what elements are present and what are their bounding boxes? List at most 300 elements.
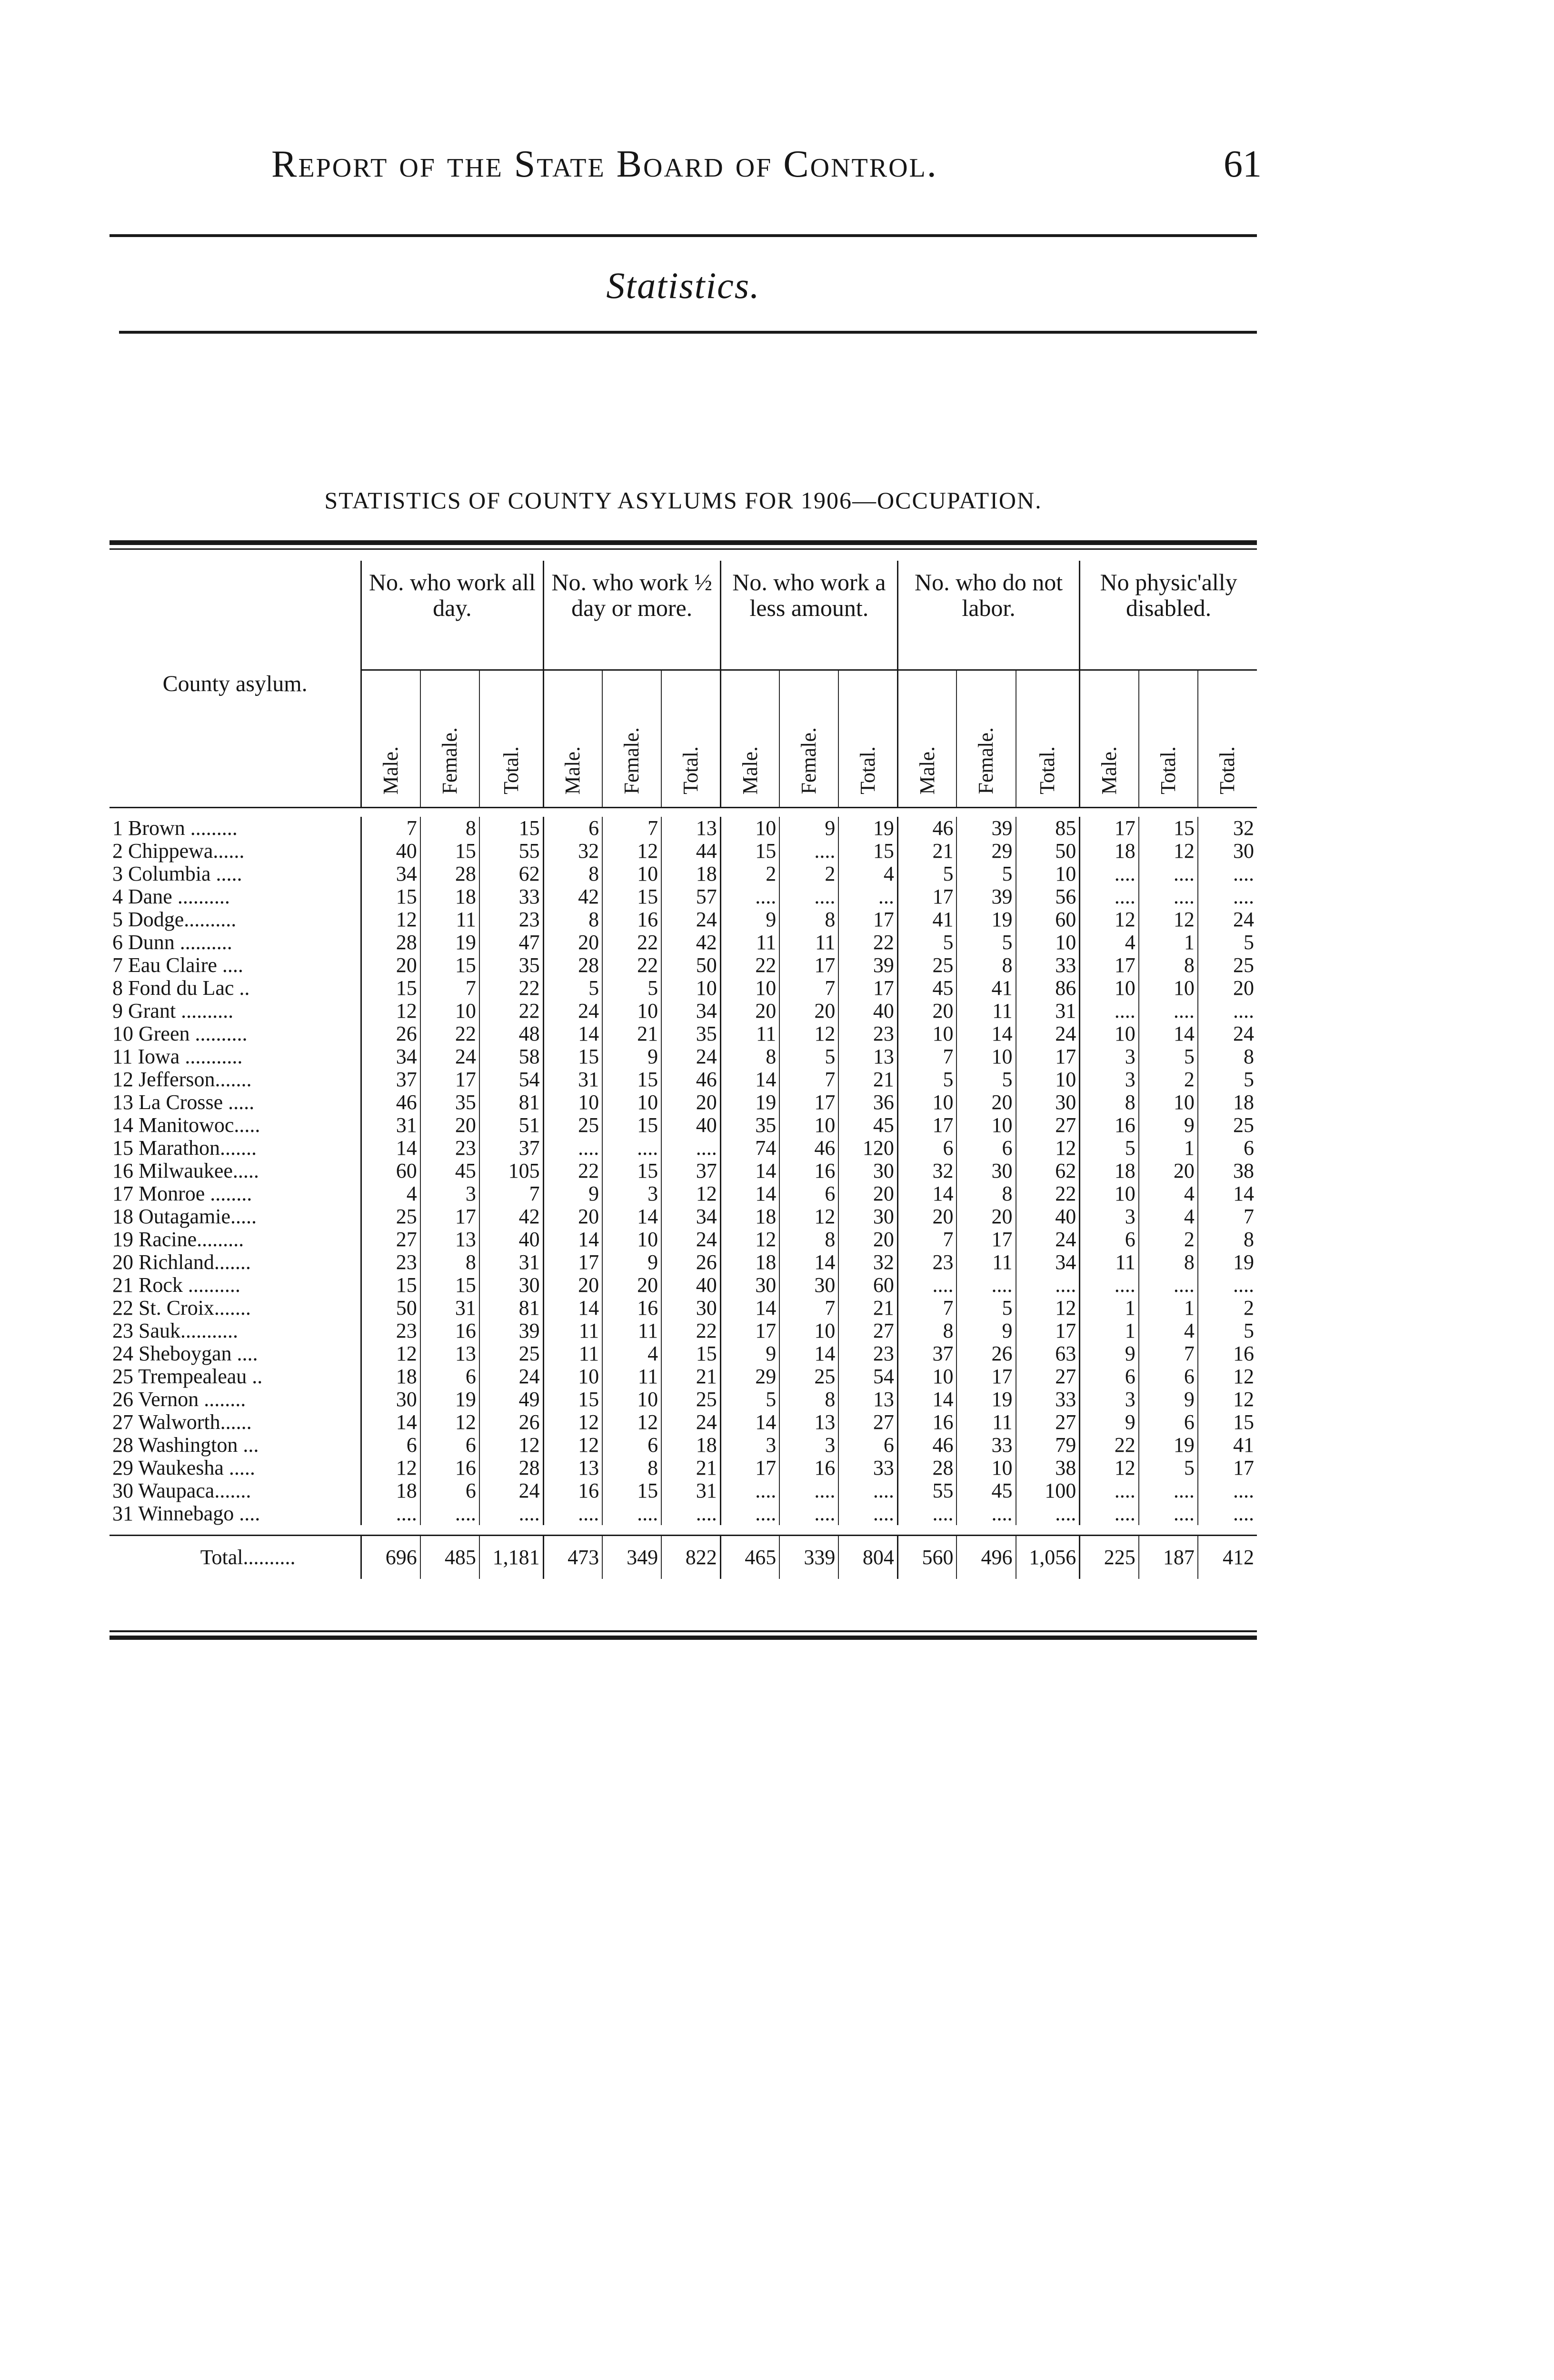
table-cell: 16	[602, 908, 661, 931]
table-cell: 5	[1244, 1319, 1254, 1342]
table-cell: ....	[479, 1502, 543, 1525]
table-cell: 19	[420, 931, 479, 954]
total-value: 822	[661, 1536, 720, 1579]
table-cell: 55	[897, 1479, 956, 1502]
table-cell: 9	[602, 1251, 661, 1274]
table-cell: 9	[720, 1342, 779, 1365]
table-cell: 7	[1244, 1205, 1254, 1228]
table-cell: ....	[661, 1502, 720, 1525]
table-cell: 7	[420, 977, 479, 1000]
table-cell: 11	[420, 908, 479, 931]
table-cell: 15	[602, 1114, 661, 1137]
table-cell: 14	[543, 1297, 602, 1319]
table-cell: 22	[602, 954, 661, 977]
table-cell: 7	[479, 1182, 543, 1205]
table-cell: 24	[479, 1479, 543, 1502]
table-cell: 40	[479, 1228, 543, 1251]
table-cell: 11	[956, 1411, 1016, 1434]
table-cell: 12	[1080, 908, 1139, 931]
table-cell: 35	[479, 954, 543, 977]
table-cell: 17	[1016, 1045, 1080, 1068]
table-cell: 23	[479, 908, 543, 931]
table-cell: 56	[1016, 885, 1080, 908]
county-name: 27 Walworth......	[110, 1411, 361, 1434]
table-cell: 9	[1080, 1411, 1139, 1434]
table-cell: 10	[897, 1365, 956, 1388]
table-cell: 28	[420, 863, 479, 885]
table-cell: 34	[661, 1205, 720, 1228]
table-cell: ....	[956, 1502, 1016, 1525]
table-top-rule	[110, 540, 1257, 545]
table-cell: 11	[543, 1319, 602, 1342]
county-name: 23 Sauk...........	[110, 1319, 361, 1342]
table-cell: 27	[1016, 1365, 1080, 1388]
table-cell: 14	[1233, 1182, 1254, 1205]
table-cell: 11	[720, 1022, 779, 1045]
table-cell: 39	[479, 1319, 543, 1342]
table-cell: 35	[420, 1091, 479, 1114]
table-cell: 21	[838, 1068, 897, 1091]
county-name: 12 Jefferson.......	[110, 1068, 361, 1091]
total-value: 349	[602, 1536, 661, 1579]
section-title: Statistics.	[606, 265, 760, 306]
table-cell: 6	[602, 1434, 661, 1457]
table-cell: 11	[956, 1251, 1016, 1274]
table-cell: 40	[661, 1114, 720, 1137]
table-cell: ....	[1080, 1479, 1139, 1502]
table-cell: 19	[838, 817, 897, 840]
table-cell: 20	[543, 1274, 602, 1297]
table-cell: 85	[1016, 817, 1080, 840]
table-cell: 12	[1233, 1365, 1254, 1388]
table-cell: 21	[602, 1022, 661, 1045]
table-cell: 20	[838, 1182, 897, 1205]
table-cell: 25	[1233, 1114, 1254, 1137]
table-cell: 15	[479, 817, 543, 840]
table-cell: 74	[720, 1137, 779, 1160]
table-cell: 18	[661, 1434, 720, 1457]
county-column-header: County asylum.	[110, 561, 361, 808]
table-cell: 22	[661, 1319, 720, 1342]
table-cell: 33	[479, 885, 543, 908]
table-cell: 10	[1139, 977, 1198, 1000]
table-cell: 41	[956, 977, 1016, 1000]
table-cell: 45	[897, 977, 956, 1000]
table-cell: 45	[420, 1160, 479, 1182]
table-cell: ....	[420, 1502, 479, 1525]
table-cell: 12	[1080, 1457, 1139, 1479]
table-cell: 14	[720, 1068, 779, 1091]
table-cell: 15	[1233, 1411, 1254, 1434]
table-cell: 19	[1139, 1434, 1198, 1457]
table-cell: 13	[838, 1388, 897, 1411]
table-cell: 4	[1139, 1182, 1198, 1205]
table-cell: 58	[479, 1045, 543, 1068]
table-cell: 22	[420, 1022, 479, 1045]
table-cell: 14	[602, 1205, 661, 1228]
table-cell: 17	[1080, 954, 1139, 977]
table-cell: 5	[956, 1297, 1016, 1319]
table-cell: 46	[897, 1434, 956, 1457]
sub-header: Male.	[720, 670, 779, 808]
table-cell: ....	[602, 1137, 661, 1160]
table-cell: 86	[1016, 977, 1080, 1000]
table-row	[110, 1160, 1257, 1182]
table-cell: 20	[897, 1205, 956, 1228]
table-cell: 21	[661, 1457, 720, 1479]
table-cell: 9	[779, 817, 838, 840]
table-cell: 20	[897, 1000, 956, 1022]
table-cell: 10	[779, 1114, 838, 1137]
table-cell: 10	[956, 1457, 1016, 1479]
table-cell: 27	[1016, 1411, 1080, 1434]
table-cell: 7	[779, 1068, 838, 1091]
table-cell: 12	[1139, 908, 1198, 931]
total-value: 412	[1198, 1536, 1257, 1579]
table-cell: 42	[543, 885, 602, 908]
table-cell: 8	[779, 1228, 838, 1251]
table-cell: 7	[897, 1297, 956, 1319]
table-cell: 38	[1233, 1160, 1254, 1182]
table-cell: ....	[543, 1502, 602, 1525]
table-row	[110, 1251, 1257, 1274]
table-cell: 10	[956, 1114, 1016, 1137]
table-row	[110, 1502, 1257, 1525]
table-cell: 7	[361, 817, 420, 840]
table-cell: 33	[1016, 954, 1080, 977]
sub-header: Male.	[543, 670, 602, 808]
table-cell: 6	[1244, 1137, 1254, 1160]
table-cell: 24	[420, 1045, 479, 1068]
table-cell: 7	[897, 1228, 956, 1251]
table-cell: 10	[779, 1319, 838, 1342]
table-cell: 6	[361, 1434, 420, 1457]
table-cell: ...	[838, 885, 897, 908]
table-cell: 16	[779, 1160, 838, 1182]
table-row	[110, 1045, 1257, 1068]
table-cell: 25	[661, 1388, 720, 1411]
table-cell: 3	[720, 1434, 779, 1457]
table-row	[110, 1297, 1257, 1319]
table-cell: 16	[420, 1457, 479, 1479]
table-cell: 17	[956, 1365, 1016, 1388]
table-cell: 20	[661, 1091, 720, 1114]
table-body	[110, 808, 1257, 1579]
table-cell: 8	[1139, 1251, 1198, 1274]
table-cell: 6	[420, 1365, 479, 1388]
county-name: 4 Dane ..........	[110, 885, 361, 908]
table-cell: 79	[1016, 1434, 1080, 1457]
table-cell: 15	[602, 1160, 661, 1182]
county-name: 3 Columbia .....	[110, 863, 361, 885]
table-cell: ....	[779, 885, 838, 908]
table-cell: 1	[1139, 1137, 1198, 1160]
total-value: 804	[838, 1536, 897, 1579]
table-cell: 14	[897, 1388, 956, 1411]
table-cell: 50	[661, 954, 720, 977]
table-cell: 20	[543, 1205, 602, 1228]
county-name: 9 Grant ..........	[110, 1000, 361, 1022]
table-cell: 34	[661, 1000, 720, 1022]
table-cell: ....	[1080, 1274, 1139, 1297]
table-cell: 20	[361, 954, 420, 977]
table-cell: 3	[1080, 1068, 1139, 1091]
table-cell: 24	[1016, 1022, 1080, 1045]
table-cell: 13	[420, 1342, 479, 1365]
table-cell: 12	[1016, 1137, 1080, 1160]
table-cell: 2	[1139, 1228, 1198, 1251]
table-cell: 25	[779, 1365, 838, 1388]
table-cell: 8	[779, 908, 838, 931]
total-value: 225	[1080, 1536, 1139, 1579]
sub-header: Total.	[661, 670, 720, 808]
county-name: 16 Milwaukee.....	[110, 1160, 361, 1182]
table-cell: 35	[661, 1022, 720, 1045]
table-row	[110, 908, 1257, 931]
table-cell: 25	[1233, 954, 1254, 977]
sub-header: Male.	[897, 670, 956, 808]
table-row	[110, 1479, 1257, 1502]
table-cell: 39	[956, 817, 1016, 840]
table-row	[110, 1114, 1257, 1137]
table-top-rule-thin	[110, 548, 1257, 550]
table-cell: 10	[602, 1228, 661, 1251]
table-cell: 17	[897, 885, 956, 908]
table-cell: 9	[720, 908, 779, 931]
table-cell: 6	[956, 1137, 1016, 1160]
table-cell: 4	[838, 863, 897, 885]
table-row	[110, 840, 1257, 863]
table-cell: 16	[897, 1411, 956, 1434]
table-cell: 15	[420, 1274, 479, 1297]
table-cell: 10	[602, 1388, 661, 1411]
table-cell: 81	[479, 1297, 543, 1319]
table-cell: 8	[1080, 1091, 1139, 1114]
table-cell: 21	[838, 1297, 897, 1319]
table-cell: 16	[1233, 1342, 1254, 1365]
table-cell: 6	[1080, 1365, 1139, 1388]
table-cell: 6	[779, 1182, 838, 1205]
table-cell: 13	[838, 1045, 897, 1068]
table-cell: ....	[361, 1502, 420, 1525]
sub-header: Total.	[1198, 670, 1257, 808]
page-number: 61	[1224, 143, 1262, 185]
table-cell: 9	[1139, 1114, 1198, 1137]
table-cell: ....	[1233, 885, 1254, 908]
table-cell: 38	[1016, 1457, 1080, 1479]
group-header-physically-disabled: No physic'ally disabled.	[1080, 561, 1257, 670]
table-cell: 12	[1233, 1388, 1254, 1411]
table-cell: 19	[956, 1388, 1016, 1411]
table-cell: 23	[361, 1251, 420, 1274]
table-cell: 8	[420, 817, 479, 840]
table-cell: 20	[1139, 1160, 1198, 1182]
table-cell: 22	[479, 977, 543, 1000]
table-cell: 17	[720, 1457, 779, 1479]
table-cell: 34	[361, 1045, 420, 1068]
table-cell: 4	[1080, 931, 1139, 954]
table-cell: ....	[720, 1479, 779, 1502]
table-row	[110, 1274, 1257, 1297]
table-cell: 12	[720, 1228, 779, 1251]
county-name: 13 La Crosse .....	[110, 1091, 361, 1114]
table-cell: 2	[779, 863, 838, 885]
table-cell: 4	[361, 1182, 420, 1205]
table-row	[110, 863, 1257, 885]
table-cell: 6	[420, 1479, 479, 1502]
table-cell: 12	[602, 1411, 661, 1434]
table-cell: 21	[897, 840, 956, 863]
total-value: 473	[543, 1536, 602, 1579]
table-cell: ....	[1080, 885, 1139, 908]
table-cell: 12	[1139, 840, 1198, 863]
table-cell: 100	[1016, 1479, 1080, 1502]
table-cell: 24	[661, 1045, 720, 1068]
table-cell: 31	[420, 1297, 479, 1319]
table-cell: 29	[956, 840, 1016, 863]
table-cell: 20	[1233, 977, 1254, 1000]
table-cell: 6	[1139, 1411, 1198, 1434]
table-cell: 8	[602, 1457, 661, 1479]
table-row	[110, 1091, 1257, 1114]
table-cell: 18	[1080, 1160, 1139, 1182]
table-row	[110, 817, 1257, 840]
table-cell: ....	[897, 1274, 956, 1297]
table-cell: 9	[1080, 1342, 1139, 1365]
table-cell: 5	[897, 1068, 956, 1091]
table-cell: 2	[1244, 1297, 1254, 1319]
table-cell: 60	[1016, 908, 1080, 931]
table-row	[110, 931, 1257, 954]
table-cell: 5	[897, 863, 956, 885]
table-cell: 60	[361, 1160, 420, 1182]
table-cell: 12	[361, 1000, 420, 1022]
table-row	[110, 1388, 1257, 1411]
sub-header: Female.	[602, 670, 661, 808]
table-cell: 55	[479, 840, 543, 863]
table-cell: 15	[602, 1479, 661, 1502]
table-cell: 7	[897, 1045, 956, 1068]
table-row	[110, 1434, 1257, 1457]
table-cell: 33	[956, 1434, 1016, 1457]
county-name: 8 Fond du Lac ..	[110, 977, 361, 1000]
table-cell: 17	[543, 1251, 602, 1274]
table-cell: 6	[420, 1434, 479, 1457]
table-cell: 23	[420, 1137, 479, 1160]
sub-header: Female.	[779, 670, 838, 808]
table-cell: 120	[838, 1137, 897, 1160]
table-cell: 12	[361, 1457, 420, 1479]
table-cell: 45	[838, 1114, 897, 1137]
table-cell: 12	[479, 1434, 543, 1457]
county-name: 31 Winnebago ....	[110, 1502, 361, 1525]
county-name: 20 Richland.......	[110, 1251, 361, 1274]
table-cell: 12	[420, 1411, 479, 1434]
county-name: 22 St. Croix.......	[110, 1297, 361, 1319]
table-cell: 1	[1080, 1297, 1139, 1319]
table-cell: ....	[838, 1502, 897, 1525]
table-cell: 30	[838, 1160, 897, 1182]
table-cell: 5	[1244, 931, 1254, 954]
table-cell: 10	[543, 1091, 602, 1114]
table-cell: 30	[479, 1274, 543, 1297]
total-value: 696	[361, 1536, 420, 1579]
table-cell: 28	[361, 931, 420, 954]
table-cell: 14	[779, 1251, 838, 1274]
table-cell: ....	[1080, 1000, 1139, 1022]
county-name: 28 Washington ...	[110, 1434, 361, 1457]
section-rule	[119, 331, 1257, 334]
table-cell: 40	[661, 1274, 720, 1297]
table-cell: 5	[1244, 1068, 1254, 1091]
table-cell: 24	[661, 908, 720, 931]
table-cell: 18	[361, 1479, 420, 1502]
table-cell: 20	[420, 1114, 479, 1137]
county-name: 18 Outagamie.....	[110, 1205, 361, 1228]
table-cell: ....	[720, 1502, 779, 1525]
table-cell: 17	[420, 1205, 479, 1228]
table-cell: 2	[1139, 1068, 1198, 1091]
table-row	[110, 1182, 1257, 1205]
table-cell: 17	[720, 1319, 779, 1342]
table-cell: 12	[602, 840, 661, 863]
table-cell: 34	[1016, 1251, 1080, 1274]
table-cell: 8	[956, 954, 1016, 977]
table-cell: ....	[1233, 1502, 1254, 1525]
table-cell: 14	[361, 1137, 420, 1160]
table-cell: 6	[543, 817, 602, 840]
table-cell: 42	[479, 1205, 543, 1228]
table-cell: 14	[720, 1182, 779, 1205]
table-cell: 10	[661, 977, 720, 1000]
table-cell: 33	[1016, 1388, 1080, 1411]
table-row	[110, 1365, 1257, 1388]
table-cell: ....	[1080, 863, 1139, 885]
table-cell: 12	[779, 1205, 838, 1228]
table-row	[110, 1205, 1257, 1228]
table-cell: 3	[602, 1182, 661, 1205]
group-header-work-half-day: No. who work ½ day or more.	[543, 561, 720, 670]
table-cell: ....	[838, 1479, 897, 1502]
total-value: 1,181	[479, 1536, 543, 1579]
table-cell: 12	[1016, 1297, 1080, 1319]
table-cell: 54	[838, 1365, 897, 1388]
table-cell: 8	[1139, 954, 1198, 977]
table-cell: ....	[543, 1137, 602, 1160]
table-cell: 30	[1016, 1091, 1080, 1114]
table-row	[110, 1022, 1257, 1045]
table-cell: 3	[1080, 1388, 1139, 1411]
sub-header: Total.	[838, 670, 897, 808]
table-cell: 11	[1080, 1251, 1139, 1274]
table-cell: 8	[1244, 1228, 1254, 1251]
table-cell: 47	[479, 931, 543, 954]
table-cell: 15	[361, 977, 420, 1000]
table-cell: 17	[956, 1228, 1016, 1251]
table-cell: 50	[361, 1297, 420, 1319]
table-cell: 40	[361, 840, 420, 863]
sub-header: Total.	[1016, 670, 1080, 808]
table-cell: 30	[361, 1388, 420, 1411]
table-cell: 24	[1233, 1022, 1254, 1045]
table-cell: 45	[956, 1479, 1016, 1502]
table-cell: 63	[1016, 1342, 1080, 1365]
table-cell: 26	[479, 1411, 543, 1434]
table-cell: 16	[1080, 1114, 1139, 1137]
table-cell: 18	[420, 885, 479, 908]
table-cell: 28	[897, 1457, 956, 1479]
sub-header: Total.	[479, 670, 543, 808]
